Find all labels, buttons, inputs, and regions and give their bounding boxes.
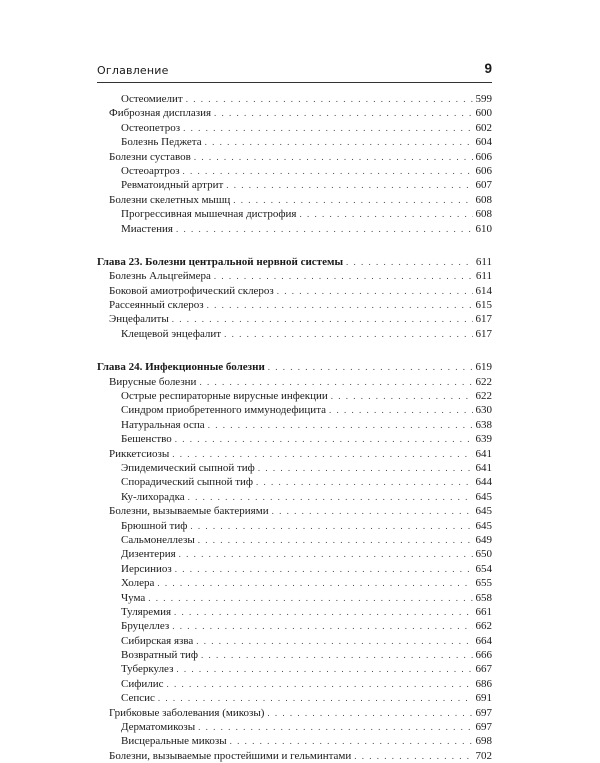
- toc-entry[interactable]: [97, 547, 492, 561]
- toc-entry[interactable]: [97, 475, 492, 489]
- toc-entry[interactable]: [97, 749, 492, 763]
- toc-entry-page: 611: [475, 255, 492, 268]
- toc-entry-title: Вирусные болезни: [109, 375, 197, 388]
- toc-entry-page: 649: [475, 533, 492, 546]
- toc-chapter-entry[interactable]: [97, 255, 492, 269]
- toc-entry-title: Ревматоидный артрит: [121, 179, 224, 192]
- toc-entry-title: Глава 24. Инфекционные болезни: [97, 361, 265, 374]
- toc-entry-title: Сифилис: [121, 677, 164, 690]
- toc-entry[interactable]: [97, 691, 492, 705]
- dot-leader: [267, 706, 472, 720]
- toc-entry-title: Спорадический сыпной тиф: [121, 476, 254, 489]
- toc-entry-page: 664: [475, 634, 492, 647]
- toc-entry[interactable]: [97, 403, 492, 417]
- toc-entry[interactable]: [97, 490, 492, 504]
- toc-entry-title: Рассеянный склероз: [109, 299, 204, 312]
- toc-entry-page: 608: [475, 193, 492, 206]
- dot-leader: [256, 475, 472, 489]
- toc-entry-title: Болезнь Альцгеймера: [109, 270, 211, 283]
- section-gap: [97, 236, 492, 255]
- toc-entry[interactable]: [97, 734, 492, 748]
- toc-entry-title: Туляремия: [121, 605, 172, 618]
- toc-entry-page: 617: [475, 313, 492, 326]
- dot-leader: [175, 562, 473, 576]
- toc-entry-page: 608: [475, 208, 492, 221]
- toc-entry-page: 686: [475, 677, 492, 690]
- dot-leader: [268, 360, 473, 374]
- dot-leader: [299, 207, 472, 221]
- toc-entry[interactable]: [97, 418, 492, 432]
- toc-entry[interactable]: [97, 327, 492, 341]
- toc-entry-page: 617: [475, 327, 492, 340]
- toc-entry-page: 606: [475, 150, 492, 163]
- toc-entry-title: Бешенство: [121, 433, 172, 446]
- dot-leader: [167, 677, 473, 691]
- toc-entry-page: 606: [475, 164, 492, 177]
- toc-entry[interactable]: [97, 389, 492, 403]
- dot-leader: [198, 720, 472, 734]
- dot-leader: [226, 178, 472, 192]
- toc-entry-title: Холера: [121, 577, 155, 590]
- toc-entry[interactable]: [97, 648, 492, 662]
- toc-entry[interactable]: [97, 562, 492, 576]
- toc-entry-page: 658: [475, 591, 492, 604]
- toc-entry-title: Болезни, вызываемые простейшими и гельминтами: [109, 749, 352, 762]
- toc-entry[interactable]: [97, 519, 492, 533]
- toc-entry-title: Остеопетроз: [121, 121, 181, 134]
- running-title: Оглавление: [97, 64, 169, 77]
- toc-entry-page: 619: [475, 361, 492, 374]
- toc-entry[interactable]: [97, 504, 492, 518]
- dot-leader: [201, 648, 472, 662]
- toc-entry-title: Миастения: [121, 222, 173, 235]
- dot-leader: [199, 375, 472, 389]
- toc-entry-title: Ку-лихорадка: [121, 490, 185, 503]
- page-number: 9: [484, 61, 492, 76]
- toc-entry[interactable]: [97, 375, 492, 389]
- toc-entry-page: 622: [475, 375, 492, 388]
- toc-entry-page: 661: [475, 605, 492, 618]
- toc-entry[interactable]: [97, 121, 492, 135]
- toc-entry-page: 607: [475, 179, 492, 192]
- dot-leader: [176, 662, 472, 676]
- dot-leader: [179, 547, 473, 561]
- toc-entry-page: 599: [475, 93, 492, 105]
- toc-entry[interactable]: [97, 677, 492, 691]
- toc-entry-title: Брюшной тиф: [121, 519, 188, 532]
- toc-entry-page: 638: [475, 418, 492, 431]
- dot-leader: [214, 106, 472, 120]
- dot-leader: [172, 447, 472, 461]
- dot-leader: [354, 749, 472, 763]
- dot-leader: [224, 327, 472, 341]
- toc-entry[interactable]: [97, 576, 492, 590]
- toc-entry-title: Возвратный тиф: [121, 649, 199, 662]
- toc-entry-title: Сепсис: [121, 692, 155, 705]
- toc-entry-page: 615: [475, 299, 492, 312]
- toc-entry-title: Болезни, вызываемые бактериями: [109, 505, 269, 518]
- toc-entry-page: 666: [475, 649, 492, 662]
- toc-entry-title: Остеоартроз: [121, 164, 180, 177]
- toc-entry-title: Туберкулез: [121, 663, 174, 676]
- dot-leader: [175, 432, 473, 446]
- dot-leader: [157, 576, 472, 590]
- dot-leader: [233, 193, 472, 207]
- toc-entry[interactable]: [97, 284, 492, 298]
- toc-entry[interactable]: [97, 662, 492, 676]
- dot-leader: [272, 504, 473, 518]
- dot-leader: [258, 461, 473, 475]
- toc-entry-title: Остеомиелит: [121, 93, 183, 105]
- toc-entry[interactable]: [97, 222, 492, 236]
- toc-entry[interactable]: [97, 591, 492, 605]
- dot-leader: [148, 591, 472, 605]
- toc-entry-page: 645: [475, 519, 492, 532]
- toc-entry-title: Эпидемический сыпной тиф: [121, 461, 255, 474]
- toc-entry-title: Глава 23. Болезни центральной нервной системы: [97, 255, 344, 268]
- dot-leader: [196, 634, 472, 648]
- toc-entry-page: 604: [475, 136, 492, 149]
- dot-leader: [205, 135, 473, 149]
- toc-entry-title: Болезнь Педжета: [121, 136, 202, 149]
- dot-leader: [277, 284, 473, 298]
- toc-entry[interactable]: [97, 461, 492, 475]
- toc-entry[interactable]: [97, 92, 492, 106]
- page-header: [97, 62, 492, 83]
- dot-leader: [190, 519, 472, 533]
- dot-leader: [207, 298, 473, 312]
- toc-entry-page: 662: [475, 620, 492, 633]
- dot-leader: [329, 403, 472, 417]
- toc-entry-title: Болезни скелетных мышц: [109, 193, 231, 206]
- toc-entry-page: 614: [475, 284, 492, 297]
- toc-entry-title: Висцеральные микозы: [121, 735, 227, 748]
- toc-entry-page: 622: [475, 390, 492, 403]
- toc-entry-title: Клещевой энцефалит: [121, 327, 222, 340]
- toc-entry[interactable]: [97, 432, 492, 446]
- toc-entry[interactable]: [97, 178, 492, 192]
- dot-leader: [214, 269, 473, 283]
- toc-entry-title: Фиброзная дисплазия: [109, 107, 212, 120]
- toc-entry-title: Грибковые заболевания (микозы): [109, 706, 265, 719]
- toc-entry[interactable]: [97, 150, 492, 164]
- toc-entry-page: 698: [475, 735, 492, 748]
- dot-leader: [176, 222, 473, 236]
- dot-leader: [188, 490, 473, 504]
- toc-entry-page: 641: [475, 447, 492, 460]
- toc-entry-page: 650: [475, 548, 492, 561]
- toc-entry[interactable]: [97, 106, 492, 120]
- toc-entry-title: Острые респираторные вирусные инфекции: [121, 390, 328, 403]
- toc-entry-title: Прогрессивная мышечная дистрофия: [121, 208, 297, 221]
- toc-entry[interactable]: [97, 298, 492, 312]
- toc-entry-page: 697: [475, 706, 492, 719]
- toc-entry-title: Энцефалиты: [109, 313, 169, 326]
- toc-entry-title: Чума: [121, 591, 146, 604]
- dot-leader: [172, 619, 472, 633]
- toc-entry-title: Боковой амиотрофический склероз: [109, 284, 274, 297]
- toc-entry-title: Риккетсиозы: [109, 447, 170, 460]
- toc-entry[interactable]: [97, 193, 492, 207]
- toc-entry-page: 630: [475, 404, 492, 417]
- dot-leader: [208, 418, 473, 432]
- table-of-contents: [97, 92, 492, 763]
- toc-entry-page: 611: [475, 270, 492, 283]
- toc-entry-page: 610: [475, 222, 492, 235]
- toc-entry[interactable]: [97, 312, 492, 326]
- toc-entry-page: 702: [475, 749, 492, 762]
- toc-entry-page: 697: [475, 721, 492, 734]
- toc-entry[interactable]: [97, 605, 492, 619]
- toc-entry-title: Болезни суставов: [109, 150, 191, 163]
- section-gap: [97, 341, 492, 360]
- toc-entry-page: 639: [475, 433, 492, 446]
- toc-entry-title: Натуральная оспа: [121, 418, 205, 431]
- toc-entry-page: 644: [475, 476, 492, 489]
- toc-entry-title: Дизентерия: [121, 548, 176, 561]
- dot-leader: [174, 605, 472, 619]
- dot-leader: [186, 92, 473, 106]
- toc-entry-title: Бруцеллез: [121, 620, 170, 633]
- toc-chapter-entry[interactable]: [97, 360, 492, 374]
- dot-leader: [230, 734, 473, 748]
- dot-leader: [346, 255, 473, 269]
- toc-entry-page: 655: [475, 577, 492, 590]
- toc-entry[interactable]: [97, 619, 492, 633]
- toc-entry-page: 641: [475, 461, 492, 474]
- toc-entry[interactable]: [97, 164, 492, 178]
- toc-entry-title: Дерматомикозы: [121, 721, 196, 734]
- dot-leader: [331, 389, 473, 403]
- toc-entry-page: 654: [475, 562, 492, 575]
- toc-entry-page: 602: [475, 121, 492, 134]
- toc-entry[interactable]: [97, 269, 492, 283]
- toc-entry-title: Сальмонеллезы: [121, 533, 195, 546]
- dot-leader: [194, 150, 473, 164]
- dot-leader: [183, 121, 472, 135]
- toc-entry-page: 667: [475, 663, 492, 676]
- toc-entry-page: 645: [475, 490, 492, 503]
- toc-entry[interactable]: [97, 706, 492, 720]
- dot-leader: [172, 312, 473, 326]
- toc-entry-page: 600: [475, 107, 492, 120]
- toc-entry-page: 645: [475, 505, 492, 518]
- dot-leader: [158, 691, 473, 705]
- toc-entry[interactable]: [97, 720, 492, 734]
- toc-entry-title: Иерсиниоз: [121, 562, 172, 575]
- toc-entry[interactable]: [97, 533, 492, 547]
- toc-entry[interactable]: [97, 634, 492, 648]
- toc-entry-page: 691: [475, 692, 492, 705]
- toc-entry-title: Синдром приобретенного иммунодефицита: [121, 404, 327, 417]
- toc-entry[interactable]: [97, 135, 492, 149]
- toc-entry[interactable]: [97, 447, 492, 461]
- toc-entry[interactable]: [97, 207, 492, 221]
- dot-leader: [183, 164, 473, 178]
- dot-leader: [198, 533, 473, 547]
- toc-entry-title: Сибирская язва: [121, 634, 194, 647]
